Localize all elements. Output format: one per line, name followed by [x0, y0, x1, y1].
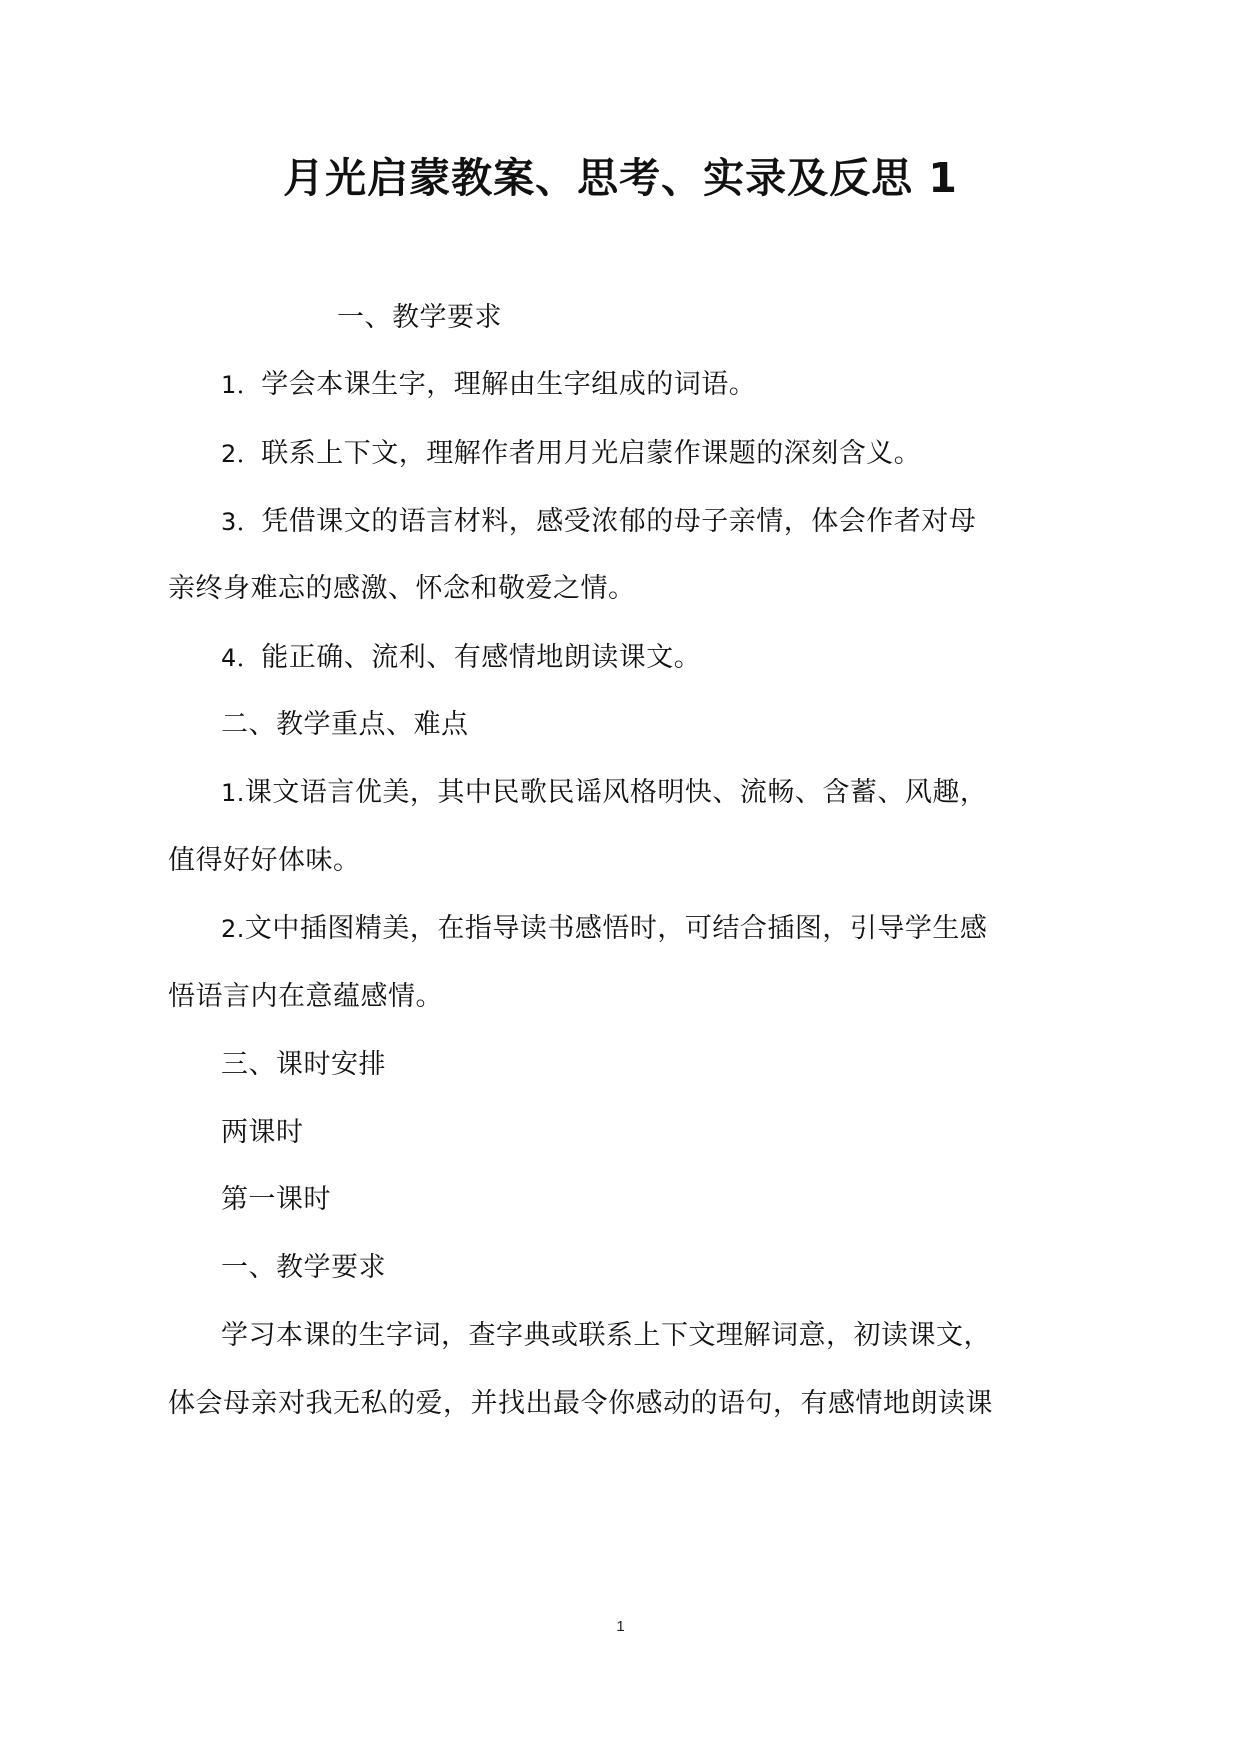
requirement-item-1: 1．学会本课生字，理解由生字组成的词语。 — [221, 369, 757, 400]
section-heading-teaching-requirements: 一、教学要求 — [337, 302, 502, 333]
section-heading-schedule: 三、课时安排 — [221, 1049, 386, 1080]
section-heading-key-points: 二、教学重点、难点 — [221, 709, 469, 740]
first-lesson-paragraph-continued: 体会母亲对我无私的爱，并找出最令你感动的语句，有感情地朗读课 — [168, 1388, 993, 1419]
schedule-text: 两课时 — [221, 1117, 304, 1148]
first-lesson-heading: 第一课时 — [221, 1184, 331, 1215]
page-number: 1 — [616, 1618, 625, 1635]
document-title: 月光启蒙教案、思考、实录及反思 1 — [283, 154, 958, 202]
key-point-item-1: 1.课文语言优美，其中民歌民谣风格明快、流畅、含蓄、风趣， — [221, 777, 988, 808]
key-point-item-1-continued: 值得好好体味。 — [168, 845, 361, 876]
key-point-item-2: 2.文中插图精美，在指导读书感悟时，可结合插图，引导学生感 — [221, 913, 988, 944]
requirement-item-3: 3．凭借课文的语言材料，感受浓郁的母子亲情，体会作者对母 — [221, 506, 977, 537]
key-point-item-2-continued: 悟语言内在意蕴感情。 — [168, 981, 443, 1012]
requirement-item-2: 2．联系上下文，理解作者用月光启蒙作课题的深刻含义。 — [221, 438, 922, 469]
requirement-item-3-continued: 亲终身难忘的感激、怀念和敬爱之情。 — [168, 573, 636, 604]
requirement-item-4: 4．能正确、流利、有感情地朗读课文。 — [221, 642, 702, 673]
first-lesson-requirements-heading: 一、教学要求 — [221, 1252, 386, 1283]
first-lesson-paragraph: 学习本课的生字词，查字典或联系上下文理解词意，初读课文， — [221, 1320, 991, 1351]
